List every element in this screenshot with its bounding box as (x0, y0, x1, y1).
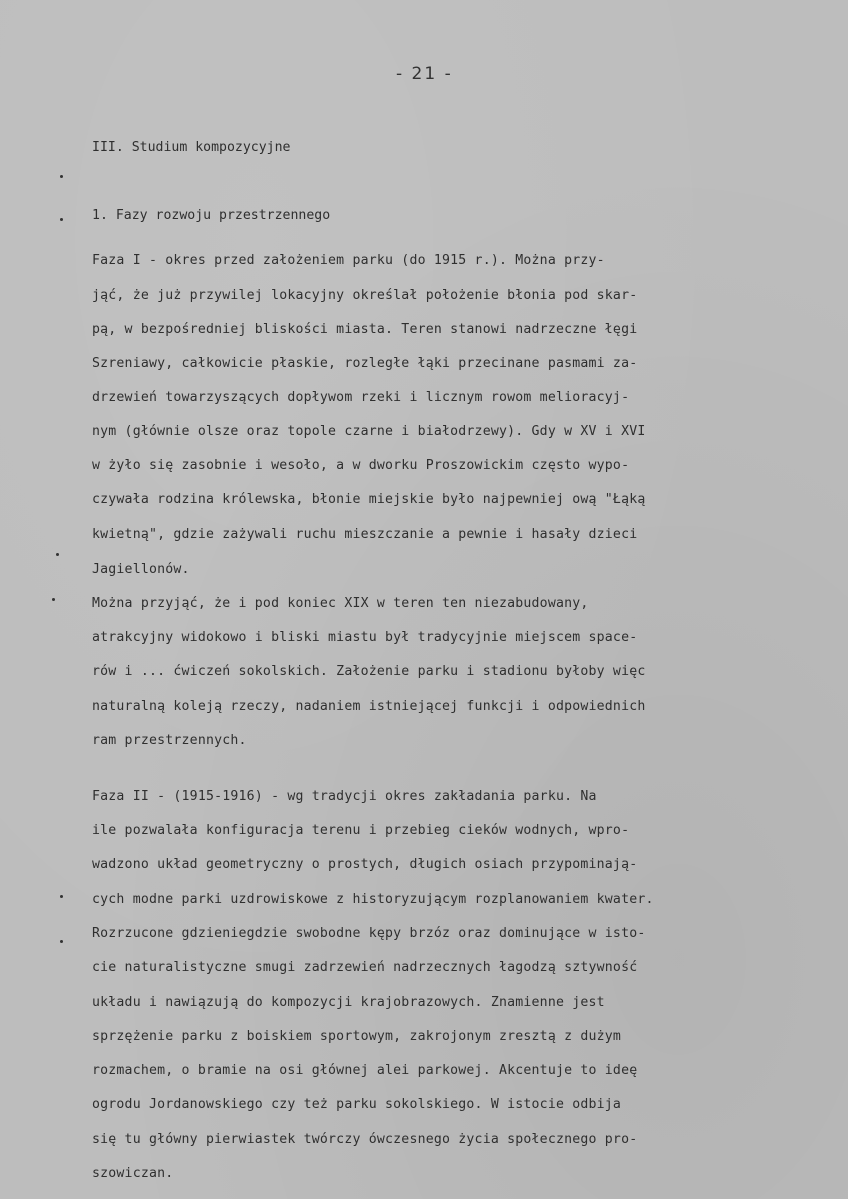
text-line: rów i ... ćwiczeń sokolskich. Założenie parku i stadionu byłoby więc (92, 664, 646, 679)
scan-speck (52, 598, 55, 601)
scan-speck (56, 553, 59, 556)
text-line: szowiczan. (92, 1166, 174, 1181)
text-line: Jagiellonów. (92, 562, 190, 577)
text-line: cie naturalistyczne smugi zadrzewień nadrzecznych łagodzą sztywność (92, 960, 638, 975)
text-line: Można przyjąć, że i pod koniec XIX w teren ten niezabudowany, (92, 596, 589, 611)
text-line: ram przestrzennych. (92, 733, 247, 748)
scan-speck (60, 218, 63, 221)
text-line: pą, w bezpośredniej bliskości miasta. Teren stanowi nadrzeczne łęgi (92, 322, 638, 337)
scan-speck (60, 940, 63, 943)
text-line: ogrodu Jordanowskiego czy też parku sokolskiego. W istocie odbija (92, 1097, 622, 1112)
text-line: naturalną koleją rzeczy, nadaniem istniejącej funkcji i odpowiednich (92, 699, 646, 714)
text-line: układu i nawiązują do kompozycji krajobrazowych. Znamienne jest (92, 995, 605, 1010)
text-line: nym (głównie olsze oraz topole czarne i białodrzewy). Gdy w XV i XVI (92, 424, 646, 439)
page-number: - 21 - (396, 64, 453, 84)
text-line: rozmachem, o bramie na osi głównej alei parkowej. Akcentuje to ideę (92, 1063, 638, 1078)
text-line: sprzężenie parku z boiskiem sportowym, zakrojonym zresztą z dużym (92, 1029, 622, 1044)
text-line: się tu główny pierwiastek twórczy ówczesnego życia społecznego pro- (92, 1132, 638, 1147)
text-line: Faza II - (1915-1916) - wg tradycji okres zakładania parku. Na (92, 789, 597, 804)
text-line: Faza I - okres przed założeniem parku (do 1915 r.). Można przy- (92, 253, 605, 268)
text-line: drzewień towarzyszących dopływom rzeki i licznym rowom melioracyj- (92, 390, 630, 405)
scan-speck (60, 175, 63, 178)
text-line: atrakcyjny widokowo i bliski miastu był tradycyjnie miejscem space- (92, 630, 638, 645)
text-line: wadzono układ geometryczny o prostych, długich osiach przypominają- (92, 857, 638, 872)
text-line: Rozrzucone gdzieniegdzie swobodne kępy brzóz oraz dominujące w isto- (92, 926, 646, 941)
scan-speck (60, 895, 63, 898)
text-line: jąć, że już przywilej lokacyjny określał położenie błonia pod skar- (92, 288, 638, 303)
text-line: w żyło się zasobnie i wesoło, a w dworku Proszowickim często wypo- (92, 458, 630, 473)
section-heading: 1. Fazy rozwoju przestrzennego (92, 208, 331, 223)
text-line: czywała rodzina królewska, błonie miejskie było najpewniej ową "Łąką (92, 492, 646, 507)
text-line: Szreniawy, całkowicie płaskie, rozległe łąki przecinane pasmami za- (92, 356, 638, 371)
text-line: cych modne parki uzdrowiskowe z historyzującym rozplanowaniem kwater. (92, 892, 654, 907)
chapter-heading: III. Studium kompozycyjne (92, 140, 291, 155)
text-line: kwietną", gdzie zażywali ruchu mieszczanie a pewnie i hasały dzieci (92, 527, 638, 542)
text-line: ile pozwalała konfiguracja terenu i przebieg cieków wodnych, wpro- (92, 823, 630, 838)
